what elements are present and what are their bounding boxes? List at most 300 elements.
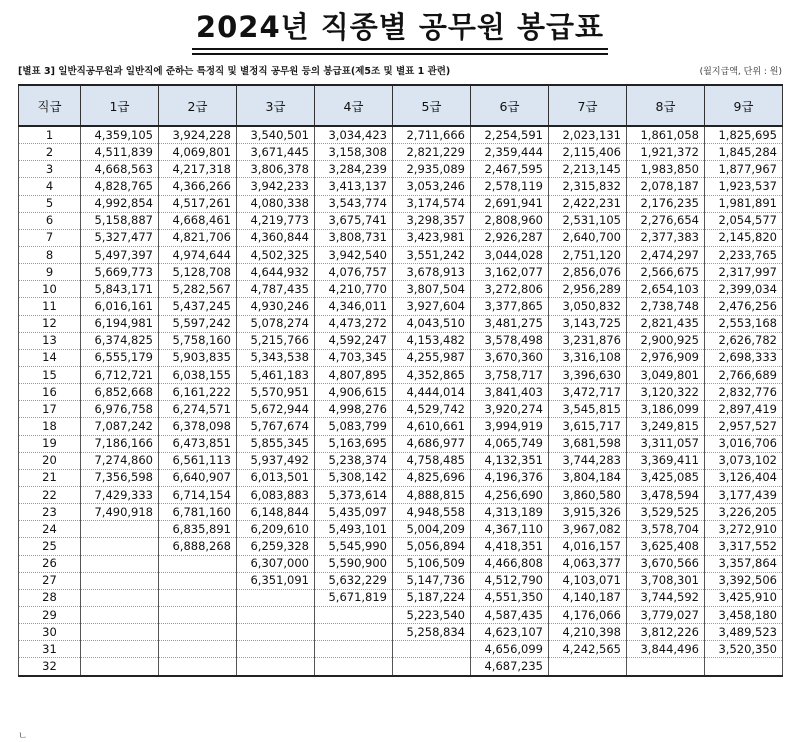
pay-table <box>18 84 783 677</box>
salary-cell <box>237 624 315 641</box>
salary-cell: 5,238,374 <box>315 452 393 469</box>
salary-cell: 3,806,378 <box>237 161 315 178</box>
salary-cell: 5,187,224 <box>393 589 471 606</box>
step-cell: 13 <box>19 332 81 349</box>
salary-cell: 3,272,910 <box>705 521 783 538</box>
salary-cell: 3,744,283 <box>549 452 627 469</box>
step-cell: 5 <box>19 195 81 212</box>
salary-cell <box>81 658 159 676</box>
table-row <box>19 401 783 418</box>
salary-cell: 3,162,077 <box>471 264 549 281</box>
salary-cell: 3,481,275 <box>471 315 549 332</box>
table-row <box>19 161 783 178</box>
salary-cell: 3,396,630 <box>549 366 627 383</box>
salary-cell: 2,422,231 <box>549 195 627 212</box>
step-cell: 29 <box>19 606 81 623</box>
salary-cell: 4,686,977 <box>393 435 471 452</box>
salary-cell: 3,520,350 <box>705 641 783 658</box>
salary-cell: 5,435,097 <box>315 504 393 521</box>
salary-cell: 4,153,482 <box>393 332 471 349</box>
salary-cell: 3,920,274 <box>471 401 549 418</box>
salary-cell: 3,578,704 <box>627 521 705 538</box>
salary-cell: 5,855,345 <box>237 435 315 452</box>
salary-cell: 5,590,900 <box>315 555 393 572</box>
salary-cell: 2,821,435 <box>627 315 705 332</box>
salary-cell: 2,738,748 <box>627 298 705 315</box>
salary-cell <box>315 658 393 676</box>
salary-cell: 3,489,523 <box>705 624 783 641</box>
salary-cell: 4,219,773 <box>237 212 315 229</box>
salary-cell: 4,511,839 <box>81 144 159 161</box>
table-row <box>19 212 783 229</box>
salary-cell <box>159 572 237 589</box>
salary-cell: 3,678,913 <box>393 264 471 281</box>
salary-cell: 4,703,345 <box>315 349 393 366</box>
salary-cell: 1,825,695 <box>705 126 783 144</box>
salary-cell: 2,399,034 <box>705 281 783 298</box>
salary-cell: 4,888,815 <box>393 486 471 503</box>
header-grade-8: 8급 <box>627 85 705 126</box>
step-cell: 6 <box>19 212 81 229</box>
step-cell: 9 <box>19 264 81 281</box>
salary-cell: 6,259,328 <box>237 538 315 555</box>
salary-cell: 3,174,574 <box>393 195 471 212</box>
salary-cell <box>315 641 393 658</box>
salary-cell: 2,808,960 <box>471 212 549 229</box>
salary-cell: 3,073,102 <box>705 452 783 469</box>
salary-cell: 4,176,066 <box>549 606 627 623</box>
step-cell: 23 <box>19 504 81 521</box>
salary-cell: 3,927,604 <box>393 298 471 315</box>
salary-cell <box>81 624 159 641</box>
salary-cell <box>81 555 159 572</box>
salary-cell: 7,356,598 <box>81 469 159 486</box>
salary-cell: 6,555,179 <box>81 349 159 366</box>
table-row <box>19 452 783 469</box>
salary-cell: 2,935,089 <box>393 161 471 178</box>
salary-cell: 6,781,160 <box>159 504 237 521</box>
salary-cell: 3,924,228 <box>159 126 237 144</box>
table-row <box>19 384 783 401</box>
salary-cell: 2,254,591 <box>471 126 549 144</box>
salary-cell: 1,861,058 <box>627 126 705 144</box>
title-wrap <box>0 8 800 50</box>
step-cell: 25 <box>19 538 81 555</box>
table-row <box>19 521 783 538</box>
salary-cell: 2,531,105 <box>549 212 627 229</box>
salary-cell: 5,570,951 <box>237 384 315 401</box>
salary-cell: 3,545,815 <box>549 401 627 418</box>
salary-cell: 3,994,919 <box>471 418 549 435</box>
salary-cell <box>627 658 705 676</box>
table-row <box>19 641 783 658</box>
salary-cell: 3,540,501 <box>237 126 315 144</box>
salary-cell: 4,512,790 <box>471 572 549 589</box>
table-row <box>19 572 783 589</box>
salary-cell: 4,656,099 <box>471 641 549 658</box>
salary-cell: 7,087,242 <box>81 418 159 435</box>
salary-cell: 1,845,284 <box>705 144 783 161</box>
salary-cell: 2,023,131 <box>549 126 627 144</box>
salary-cell: 4,821,706 <box>159 229 237 246</box>
step-cell: 11 <box>19 298 81 315</box>
salary-cell: 2,711,666 <box>393 126 471 144</box>
salary-cell: 2,626,782 <box>705 332 783 349</box>
salary-cell: 2,276,654 <box>627 212 705 229</box>
salary-cell: 7,490,918 <box>81 504 159 521</box>
salary-cell: 5,258,834 <box>393 624 471 641</box>
table-row <box>19 435 783 452</box>
salary-cell: 6,835,891 <box>159 521 237 538</box>
salary-cell: 2,054,577 <box>705 212 783 229</box>
step-cell: 18 <box>19 418 81 435</box>
step-cell: 15 <box>19 366 81 383</box>
table-caption: [별표 3] 일반직공무원과 일반직에 준하는 특정직 및 별정직 공무원 등의 봉급표(제5조 및 별표 1 관련) <box>18 66 451 77</box>
salary-cell: 5,106,509 <box>393 555 471 572</box>
salary-cell: 2,856,076 <box>549 264 627 281</box>
salary-cell: 5,671,819 <box>315 589 393 606</box>
salary-cell: 6,888,268 <box>159 538 237 555</box>
salary-cell <box>159 658 237 676</box>
salary-cell: 5,493,101 <box>315 521 393 538</box>
salary-cell: 3,369,411 <box>627 452 705 469</box>
salary-cell: 4,444,014 <box>393 384 471 401</box>
salary-cell: 4,360,844 <box>237 229 315 246</box>
salary-cell: 4,466,808 <box>471 555 549 572</box>
salary-cell: 6,640,907 <box>159 469 237 486</box>
salary-cell: 4,623,107 <box>471 624 549 641</box>
salary-cell <box>393 641 471 658</box>
salary-cell: 3,478,594 <box>627 486 705 503</box>
salary-cell: 6,013,501 <box>237 469 315 486</box>
salary-cell <box>393 658 471 676</box>
salary-cell: 4,210,398 <box>549 624 627 641</box>
salary-cell: 4,313,189 <box>471 504 549 521</box>
salary-cell: 6,561,113 <box>159 452 237 469</box>
salary-cell: 4,065,749 <box>471 435 549 452</box>
salary-cell: 6,016,161 <box>81 298 159 315</box>
table-row <box>19 298 783 315</box>
salary-cell: 3,034,423 <box>315 126 393 144</box>
step-cell: 20 <box>19 452 81 469</box>
table-row <box>19 229 783 246</box>
salary-cell <box>81 538 159 555</box>
salary-cell: 4,043,510 <box>393 315 471 332</box>
step-cell: 26 <box>19 555 81 572</box>
header-grade-2: 2급 <box>159 85 237 126</box>
salary-cell: 3,670,360 <box>471 349 549 366</box>
salary-cell: 4,687,235 <box>471 658 549 676</box>
salary-cell <box>81 641 159 658</box>
salary-cell: 3,249,815 <box>627 418 705 435</box>
salary-cell: 1,923,537 <box>705 178 783 195</box>
salary-cell: 3,807,504 <box>393 281 471 298</box>
salary-cell: 3,413,137 <box>315 178 393 195</box>
salary-cell: 2,640,700 <box>549 229 627 246</box>
salary-cell: 2,956,289 <box>549 281 627 298</box>
salary-cell: 3,158,308 <box>315 144 393 161</box>
salary-cell: 4,217,318 <box>159 161 237 178</box>
salary-cell <box>237 658 315 676</box>
step-cell: 28 <box>19 589 81 606</box>
salary-cell: 5,158,887 <box>81 212 159 229</box>
salary-cell: 4,140,187 <box>549 589 627 606</box>
header-grade-6: 6급 <box>471 85 549 126</box>
salary-cell: 5,545,990 <box>315 538 393 555</box>
salary-cell: 6,161,222 <box>159 384 237 401</box>
step-cell: 3 <box>19 161 81 178</box>
salary-cell: 2,078,187 <box>627 178 705 195</box>
header-grade-5: 5급 <box>393 85 471 126</box>
salary-cell: 3,143,725 <box>549 315 627 332</box>
step-cell: 2 <box>19 144 81 161</box>
step-cell: 14 <box>19 349 81 366</box>
salary-cell: 3,808,731 <box>315 229 393 246</box>
salary-cell: 2,213,145 <box>549 161 627 178</box>
salary-cell: 6,714,154 <box>159 486 237 503</box>
table-row <box>19 418 783 435</box>
salary-cell: 2,976,909 <box>627 349 705 366</box>
salary-cell: 3,578,498 <box>471 332 549 349</box>
header-grade-7: 7급 <box>549 85 627 126</box>
salary-cell <box>159 589 237 606</box>
salary-cell: 2,467,595 <box>471 161 549 178</box>
salary-cell: 6,148,844 <box>237 504 315 521</box>
header-grade-4: 4급 <box>315 85 393 126</box>
salary-cell: 3,860,580 <box>549 486 627 503</box>
salary-cell <box>159 555 237 572</box>
step-cell: 21 <box>19 469 81 486</box>
salary-cell: 6,976,758 <box>81 401 159 418</box>
salary-cell: 4,807,895 <box>315 366 393 383</box>
salary-cell: 3,284,239 <box>315 161 393 178</box>
salary-cell: 3,472,717 <box>549 384 627 401</box>
salary-cell: 6,712,721 <box>81 366 159 383</box>
salary-cell: 4,418,351 <box>471 538 549 555</box>
table-row <box>19 538 783 555</box>
unit-note: (월지급액, 단위 : 원) <box>699 67 782 77</box>
salary-cell: 4,992,854 <box>81 195 159 212</box>
step-cell: 1 <box>19 126 81 144</box>
table-row <box>19 469 783 486</box>
salary-cell: 1,921,372 <box>627 144 705 161</box>
salary-cell: 4,502,325 <box>237 246 315 263</box>
salary-cell: 4,069,801 <box>159 144 237 161</box>
salary-cell: 5,937,492 <box>237 452 315 469</box>
step-cell: 27 <box>19 572 81 589</box>
table-row <box>19 504 783 521</box>
salary-cell: 3,841,403 <box>471 384 549 401</box>
salary-cell: 3,675,741 <box>315 212 393 229</box>
salary-cell: 2,145,820 <box>705 229 783 246</box>
salary-cell: 2,317,997 <box>705 264 783 281</box>
salary-cell: 5,843,171 <box>81 281 159 298</box>
salary-cell <box>237 641 315 658</box>
step-cell: 17 <box>19 401 81 418</box>
salary-cell <box>81 521 159 538</box>
salary-cell: 2,578,119 <box>471 178 549 195</box>
salary-cell: 5,758,160 <box>159 332 237 349</box>
page-title: 2024년 직종별 공무원 봉급표 <box>192 8 608 50</box>
salary-cell: 5,308,142 <box>315 469 393 486</box>
salary-cell: 3,804,184 <box>549 469 627 486</box>
salary-cell <box>549 658 627 676</box>
caption-row <box>18 64 782 80</box>
salary-cell: 5,215,766 <box>237 332 315 349</box>
salary-cell: 3,551,242 <box>393 246 471 263</box>
salary-cell: 4,255,987 <box>393 349 471 366</box>
salary-cell: 3,543,774 <box>315 195 393 212</box>
salary-cell <box>237 606 315 623</box>
footnote-mark: ㄴ <box>18 731 28 742</box>
salary-cell: 5,128,708 <box>159 264 237 281</box>
salary-cell: 5,078,274 <box>237 315 315 332</box>
salary-cell: 3,425,085 <box>627 469 705 486</box>
salary-cell: 5,163,695 <box>315 435 393 452</box>
salary-cell: 4,998,276 <box>315 401 393 418</box>
step-cell: 24 <box>19 521 81 538</box>
salary-cell: 4,828,765 <box>81 178 159 195</box>
salary-cell: 7,186,166 <box>81 435 159 452</box>
salary-cell: 1,981,891 <box>705 195 783 212</box>
salary-cell: 6,473,851 <box>159 435 237 452</box>
salary-cell: 5,327,477 <box>81 229 159 246</box>
salary-cell: 3,670,566 <box>627 555 705 572</box>
salary-cell: 2,553,168 <box>705 315 783 332</box>
salary-cell <box>159 624 237 641</box>
salary-cell: 2,377,383 <box>627 229 705 246</box>
table-row <box>19 281 783 298</box>
salary-cell: 2,900,925 <box>627 332 705 349</box>
salary-cell: 2,359,444 <box>471 144 549 161</box>
salary-cell: 3,425,910 <box>705 589 783 606</box>
salary-cell: 5,437,245 <box>159 298 237 315</box>
header-grade-3: 3급 <box>237 85 315 126</box>
salary-cell: 4,366,266 <box>159 178 237 195</box>
salary-cell: 4,210,770 <box>315 281 393 298</box>
salary-cell: 3,529,525 <box>627 504 705 521</box>
salary-cell: 3,671,445 <box>237 144 315 161</box>
salary-cell: 1,877,967 <box>705 161 783 178</box>
salary-cell: 3,186,099 <box>627 401 705 418</box>
salary-cell: 2,698,333 <box>705 349 783 366</box>
salary-cell: 5,497,397 <box>81 246 159 263</box>
salary-cell: 3,967,082 <box>549 521 627 538</box>
salary-cell: 4,529,742 <box>393 401 471 418</box>
salary-cell: 4,242,565 <box>549 641 627 658</box>
salary-cell: 4,016,157 <box>549 538 627 555</box>
salary-cell: 2,115,406 <box>549 144 627 161</box>
salary-cell: 3,231,876 <box>549 332 627 349</box>
salary-cell <box>237 589 315 606</box>
salary-cell: 3,311,057 <box>627 435 705 452</box>
header-row <box>19 85 783 126</box>
table-row <box>19 486 783 503</box>
header-step: 직급 <box>19 85 81 126</box>
step-cell: 10 <box>19 281 81 298</box>
salary-cell: 4,346,011 <box>315 298 393 315</box>
salary-cell: 6,194,981 <box>81 315 159 332</box>
table-row <box>19 606 783 623</box>
table-row <box>19 624 783 641</box>
salary-cell: 4,644,932 <box>237 264 315 281</box>
salary-cell: 6,274,571 <box>159 401 237 418</box>
salary-cell: 6,378,098 <box>159 418 237 435</box>
salary-cell: 4,610,661 <box>393 418 471 435</box>
salary-cell: 6,038,155 <box>159 366 237 383</box>
salary-cell: 7,274,860 <box>81 452 159 469</box>
step-cell: 31 <box>19 641 81 658</box>
table-row <box>19 658 783 676</box>
salary-cell: 4,758,485 <box>393 452 471 469</box>
step-cell: 8 <box>19 246 81 263</box>
salary-cell: 3,044,028 <box>471 246 549 263</box>
salary-cell: 6,209,610 <box>237 521 315 538</box>
salary-cell: 4,906,615 <box>315 384 393 401</box>
salary-cell: 3,942,233 <box>237 178 315 195</box>
salary-cell: 4,103,071 <box>549 572 627 589</box>
salary-cell: 5,282,567 <box>159 281 237 298</box>
table-row <box>19 332 783 349</box>
salary-cell: 3,942,540 <box>315 246 393 263</box>
salary-cell: 3,844,496 <box>627 641 705 658</box>
salary-cell: 3,744,592 <box>627 589 705 606</box>
salary-cell: 3,177,439 <box>705 486 783 503</box>
salary-cell: 5,632,229 <box>315 572 393 589</box>
table-row <box>19 246 783 263</box>
salary-cell: 4,359,105 <box>81 126 159 144</box>
salary-cell <box>315 606 393 623</box>
salary-cell: 4,473,272 <box>315 315 393 332</box>
salary-cell: 4,063,377 <box>549 555 627 572</box>
table-row <box>19 126 783 144</box>
salary-cell: 6,351,091 <box>237 572 315 589</box>
salary-cell: 2,897,419 <box>705 401 783 418</box>
salary-cell: 6,852,668 <box>81 384 159 401</box>
salary-cell: 2,474,297 <box>627 246 705 263</box>
step-cell: 32 <box>19 658 81 676</box>
salary-cell: 2,233,765 <box>705 246 783 263</box>
salary-cell: 3,357,864 <box>705 555 783 572</box>
salary-cell: 5,669,773 <box>81 264 159 281</box>
step-cell: 16 <box>19 384 81 401</box>
step-cell: 7 <box>19 229 81 246</box>
salary-cell: 5,056,894 <box>393 538 471 555</box>
salary-cell: 3,317,552 <box>705 538 783 555</box>
table-row <box>19 178 783 195</box>
step-cell: 12 <box>19 315 81 332</box>
table-header <box>19 85 783 126</box>
salary-cell: 4,352,865 <box>393 366 471 383</box>
salary-cell: 5,597,242 <box>159 315 237 332</box>
step-cell: 22 <box>19 486 81 503</box>
salary-cell: 3,708,301 <box>627 572 705 589</box>
salary-cell: 7,429,333 <box>81 486 159 503</box>
salary-cell: 1,983,850 <box>627 161 705 178</box>
salary-cell: 5,343,538 <box>237 349 315 366</box>
salary-cell: 2,751,120 <box>549 246 627 263</box>
salary-cell <box>81 572 159 589</box>
salary-cell: 2,766,689 <box>705 366 783 383</box>
salary-cell <box>705 658 783 676</box>
salary-cell: 4,256,690 <box>471 486 549 503</box>
salary-cell <box>81 589 159 606</box>
salary-cell: 3,812,226 <box>627 624 705 641</box>
salary-cell: 4,825,696 <box>393 469 471 486</box>
salary-cell: 4,592,247 <box>315 332 393 349</box>
salary-cell: 2,832,776 <box>705 384 783 401</box>
salary-cell: 5,147,736 <box>393 572 471 589</box>
